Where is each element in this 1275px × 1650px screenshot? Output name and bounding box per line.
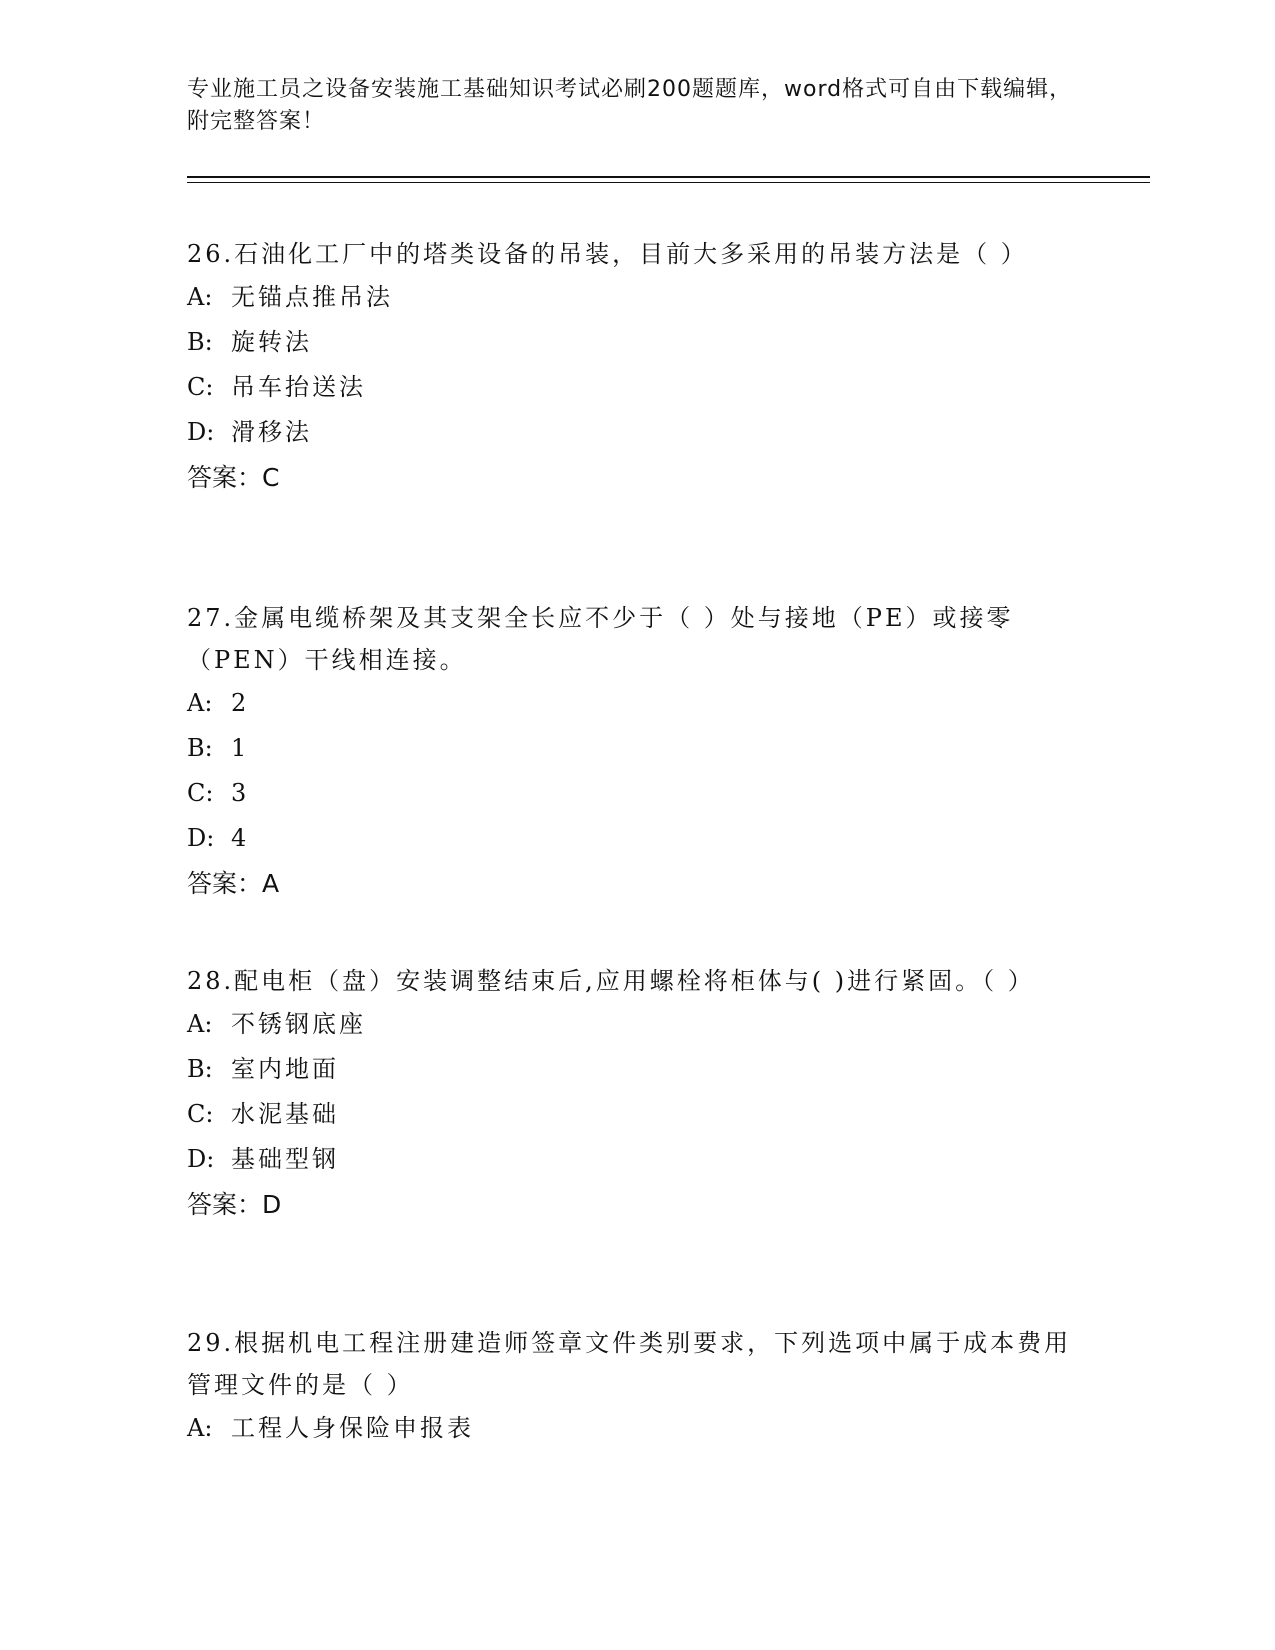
option-a	[187, 1002, 1087, 1047]
option-text: 基础型钢	[231, 1145, 339, 1173]
option-letter: B:	[187, 1055, 213, 1083]
answer-line: 答案：C	[187, 463, 280, 492]
header-divider-thick	[187, 176, 1150, 178]
question-text: 29.根据机电工程注册建造师签章文件类别要求，下列选项中属于成本费用管理文件的是（ ）	[187, 1329, 1072, 1399]
option-b	[187, 726, 1087, 771]
option-text: 旋转法	[231, 328, 312, 356]
option-text: 1	[231, 734, 250, 762]
header-divider-thin	[187, 182, 1150, 183]
option-b	[187, 320, 1087, 365]
option-text: 不锈钢底座	[231, 1010, 366, 1038]
option-letter: C:	[187, 373, 214, 401]
option-letter: D:	[187, 1145, 215, 1173]
option-text: 吊车抬送法	[231, 373, 366, 401]
option-text: 滑移法	[231, 418, 312, 446]
option-text: 水泥基础	[231, 1100, 339, 1128]
option-letter: D:	[187, 418, 215, 446]
option-c	[187, 365, 1087, 410]
option-letter: A:	[187, 283, 213, 311]
option-d	[187, 816, 1087, 861]
option-text: 室内地面	[231, 1055, 339, 1083]
option-a	[187, 1406, 1087, 1451]
option-letter: A:	[187, 689, 213, 717]
question-text: 28.配电柜（盘）安装调整结束后,应用螺栓将柜体与( )进行紧固。（ ）	[187, 967, 1035, 995]
answer-line: 答案：D	[187, 1190, 282, 1219]
option-d	[187, 1137, 1087, 1182]
option-letter: B:	[187, 328, 213, 356]
option-letter: D:	[187, 824, 215, 852]
question-27	[187, 597, 1087, 906]
option-a	[187, 681, 1087, 726]
option-a	[187, 275, 1087, 320]
option-letter: C:	[187, 1100, 214, 1128]
option-letter: A:	[187, 1414, 213, 1442]
option-letter: B:	[187, 734, 213, 762]
document-header	[187, 74, 1087, 138]
option-d	[187, 410, 1087, 455]
answer-line: 答案：A	[187, 869, 280, 898]
question-28	[187, 960, 1087, 1227]
header-intro-text: 专业施工员之设备安装施工基础知识考试必刷200题题库，word格式可自由下载编辑，附完整答案！	[187, 77, 1073, 134]
option-text: 无锚点推吊法	[231, 283, 393, 311]
question-29	[187, 1322, 1087, 1451]
question-text: 27.金属电缆桥架及其支架全长应不少于（ ）处与接地（PE）或接零（PEN）干线相连接。	[187, 604, 1014, 674]
option-c	[187, 771, 1087, 816]
option-b	[187, 1047, 1087, 1092]
option-letter: C:	[187, 779, 214, 807]
question-26	[187, 233, 1087, 500]
option-text: 4	[231, 824, 250, 852]
option-text: 2	[231, 689, 250, 717]
option-letter: A:	[187, 1010, 213, 1038]
question-text: 26.石油化工厂中的塔类设备的吊装，目前大多采用的吊装方法是（ ）	[187, 240, 1028, 268]
option-c	[187, 1092, 1087, 1137]
option-text: 3	[231, 779, 250, 807]
option-text: 工程人身保险申报表	[231, 1414, 474, 1442]
